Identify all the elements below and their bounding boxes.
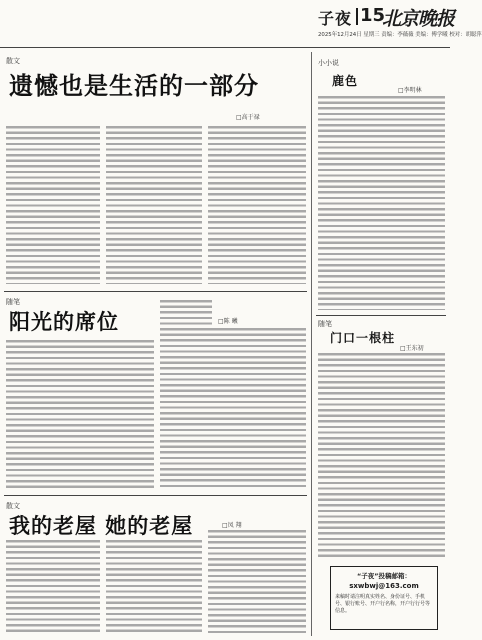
- article-body-text: [106, 540, 202, 635]
- section-rule: [4, 495, 307, 496]
- article-body-text: [106, 126, 202, 284]
- column-divider: [311, 52, 312, 636]
- article-body-text: [208, 126, 306, 284]
- article-byline: □陈 曦: [218, 318, 238, 325]
- article-category: 随笔: [318, 320, 332, 328]
- submission-note: 来稿时请注明真实姓名、身份证号、手机号、银行账号、开户行名称，开户行行号等信息。: [335, 594, 431, 614]
- header-divider: [356, 8, 358, 25]
- section-rule: [316, 315, 446, 316]
- article-category: 散文: [6, 57, 20, 65]
- article-body-text: [6, 126, 100, 284]
- article-body-text: [160, 300, 212, 328]
- article-category: 小小说: [318, 59, 339, 67]
- article-byline: □李明林: [398, 87, 422, 94]
- article-category: 散文: [6, 502, 20, 510]
- section-name: 子夜: [318, 9, 353, 28]
- article-body-text: [160, 328, 306, 488]
- article-body-text: [318, 96, 445, 310]
- article-headline: 我的老屋 她的老屋: [9, 514, 194, 538]
- article-headline: 鹿色: [332, 74, 359, 88]
- masthead-logo: 北京晚报: [382, 8, 455, 30]
- article-body-text: [318, 353, 445, 559]
- article-byline: □凤 翔: [222, 522, 242, 529]
- article-byline: □高于禄: [236, 114, 260, 121]
- header-rule: [0, 47, 450, 48]
- article-body-text: [6, 340, 154, 488]
- section-rule: [4, 291, 307, 292]
- article-headline: 门口一根柱: [330, 331, 396, 345]
- dateline: 2025年12月24日 星期三 责编：李薇薇 美编：傅学曦 校对：胡聪萍: [318, 32, 482, 38]
- article-headline: 阳光的席位: [9, 310, 119, 334]
- article-category: 随笔: [6, 298, 20, 306]
- article-body-text: [208, 530, 306, 635]
- article-byline: □王东初: [400, 345, 424, 352]
- page-number: 15: [360, 5, 386, 26]
- article-headline: 遗憾也是生活的一部分: [9, 72, 259, 100]
- submission-label: “子夜”投稿邮箱：: [356, 572, 412, 580]
- submission-email[interactable]: sxwbwj@163.com: [349, 582, 419, 590]
- submission-box: [330, 566, 438, 630]
- article-body-text: [6, 540, 100, 635]
